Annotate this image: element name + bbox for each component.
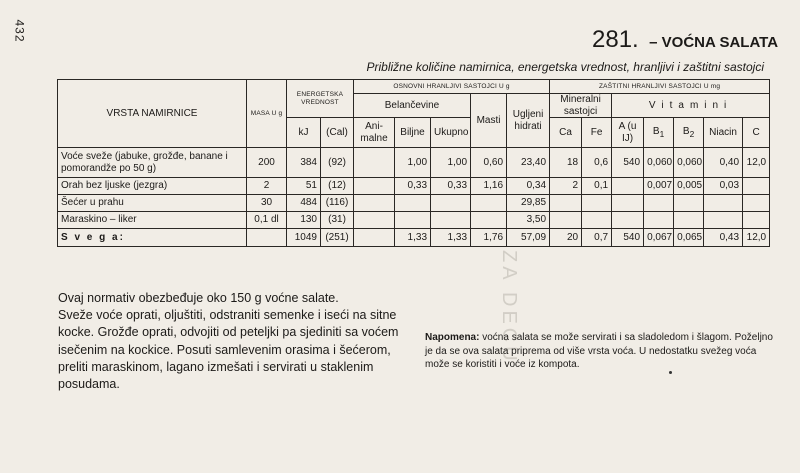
header-vitamin-a: A (u IJ) xyxy=(612,118,644,148)
cell-ugljeni: 57,09 xyxy=(507,229,550,247)
cell-b2: 0,060 xyxy=(674,148,704,178)
header-animalne: Ani- malne xyxy=(354,118,395,148)
cell-niacin xyxy=(704,195,743,212)
header-vitamini: Vitamini xyxy=(612,94,770,118)
header-osnovni: OSNOVNI HRANLJIVI SASTOJCI U g xyxy=(354,80,550,94)
cell-animalne xyxy=(354,195,395,212)
cell-kj: 1049 xyxy=(287,229,321,247)
cell-ugljeni: 0,34 xyxy=(507,178,550,195)
cell-niacin xyxy=(704,212,743,229)
cell-niacin: 0,03 xyxy=(704,178,743,195)
subtitle: Približne količine namirnica, energetska vrednost, hranljivi i zaštitni sastojci xyxy=(366,60,764,74)
cell-name: Voće sveže (jabuke, grožđe, banane i pomorandže po 50 g) xyxy=(58,148,247,178)
cell-masa xyxy=(247,229,287,247)
header-energetska: ENERGETSKA VREDNOST xyxy=(287,80,354,118)
cell-cal: (31) xyxy=(321,212,354,229)
header-cal: (Cal) xyxy=(321,118,354,148)
header-masti: Masti xyxy=(471,94,507,148)
preparation-text: Sveže voće oprati, oljuštiti, odstraniti semenke i iseći na sitne kocke. Grožđe oprati, odvojiti od peteljki pa sjediniti sa voćem isečenim na kockice. Posuti samlevenim orasima i šećerom, preliti maraskinom, lagano izmešati i servirati u staklenim posudama. xyxy=(58,308,399,392)
cell-animalne xyxy=(354,178,395,195)
cell-total-label: S v e g a: xyxy=(58,229,247,247)
cell-a xyxy=(612,212,644,229)
cell-ca: 18 xyxy=(550,148,582,178)
cell-ukupno: 0,33 xyxy=(431,178,471,195)
cell-ukupno: 1,33 xyxy=(431,229,471,247)
cell-b1: 0,060 xyxy=(644,148,674,178)
cell-ukupno xyxy=(431,195,471,212)
cell-c xyxy=(743,195,770,212)
cell-name: Maraskino – liker xyxy=(58,212,247,229)
yield-text: Ovaj normativ obezbeđuje oko 150 g voćne salate. xyxy=(58,291,339,305)
cell-masti xyxy=(471,195,507,212)
cell-b2 xyxy=(674,212,704,229)
header-niacin: Niacin xyxy=(704,118,743,148)
cell-c xyxy=(743,212,770,229)
cell-b1: 0,007 xyxy=(644,178,674,195)
cell-fe xyxy=(582,212,612,229)
cell-biljne xyxy=(395,212,431,229)
header-vitamin-c: C xyxy=(743,118,770,148)
page-number: 432 xyxy=(12,19,27,43)
cell-masti xyxy=(471,212,507,229)
cell-b1 xyxy=(644,195,674,212)
note-label: Napomena: xyxy=(425,332,480,343)
cell-kj: 130 xyxy=(287,212,321,229)
cell-c xyxy=(743,178,770,195)
cell-biljne: 1,00 xyxy=(395,148,431,178)
cell-fe xyxy=(582,195,612,212)
cell-fe: 0,6 xyxy=(582,148,612,178)
cell-masa: 0,1 dl xyxy=(247,212,287,229)
watermark-text: ZA DECU xyxy=(498,250,520,365)
cell-fe: 0,7 xyxy=(582,229,612,247)
cell-animalne xyxy=(354,212,395,229)
cell-masti: 0,60 xyxy=(471,148,507,178)
header-mineralni: Mineralni sastojci xyxy=(550,94,612,118)
header-zastitni: ZAŠTITNI HRANLJIVI SASTOJCI U mg xyxy=(550,80,770,94)
header-ca: Ca xyxy=(550,118,582,148)
cell-kj: 484 xyxy=(287,195,321,212)
ink-dot xyxy=(669,371,672,374)
cell-b1: 0,067 xyxy=(644,229,674,247)
header-vitamin-b1: $B_1$ xyxy=(644,118,674,148)
cell-name: Orah bez ljuske (jezgra) xyxy=(58,178,247,195)
cell-a xyxy=(612,195,644,212)
recipe-number: 281. xyxy=(592,26,639,53)
cell-ugljeni: 29,85 xyxy=(507,195,550,212)
total-row xyxy=(58,229,770,247)
cell-a: 540 xyxy=(612,148,644,178)
cell-ukupno xyxy=(431,212,471,229)
cell-cal: (12) xyxy=(321,178,354,195)
header-vitamin-b2: $B_2$ xyxy=(674,118,704,148)
header-fe: Fe xyxy=(582,118,612,148)
cell-animalne xyxy=(354,148,395,178)
cell-fe: 0,1 xyxy=(582,178,612,195)
cell-b2: 0,005 xyxy=(674,178,704,195)
cell-kj: 51 xyxy=(287,178,321,195)
cell-animalne xyxy=(354,229,395,247)
cell-masa: 30 xyxy=(247,195,287,212)
cell-biljne: 0,33 xyxy=(395,178,431,195)
cell-kj: 384 xyxy=(287,148,321,178)
header-ukupno: Ukupno xyxy=(431,118,471,148)
cell-c: 12,0 xyxy=(743,148,770,178)
cell-ca xyxy=(550,212,582,229)
cell-b2 xyxy=(674,195,704,212)
cell-a xyxy=(612,178,644,195)
header-masa: MASA U g xyxy=(247,80,287,148)
cell-cal: (251) xyxy=(321,229,354,247)
cell-ca: 2 xyxy=(550,178,582,195)
cell-a: 540 xyxy=(612,229,644,247)
header-vrsta: VRSTA NAMIRNICE xyxy=(58,80,247,148)
cell-ukupno: 1,00 xyxy=(431,148,471,178)
cell-b1 xyxy=(644,212,674,229)
header-biljne: Biljne xyxy=(395,118,431,148)
table-row xyxy=(58,212,770,229)
table-row xyxy=(58,148,770,178)
header-belancevine: Belančevine xyxy=(354,94,471,118)
cell-masa: 200 xyxy=(247,148,287,178)
recipe-title xyxy=(592,26,778,54)
cell-niacin: 0,43 xyxy=(704,229,743,247)
cell-biljne: 1,33 xyxy=(395,229,431,247)
header-ugljeni: Ugljeni hidrati xyxy=(507,94,550,148)
cell-biljne xyxy=(395,195,431,212)
recipe-instructions xyxy=(58,290,413,393)
cell-masti: 1,16 xyxy=(471,178,507,195)
cell-masa: 2 xyxy=(247,178,287,195)
cell-ca xyxy=(550,195,582,212)
cell-ugljeni: 3,50 xyxy=(507,212,550,229)
recipe-name: – VOĆNA SALATA xyxy=(649,34,779,51)
header-kj: kJ xyxy=(287,118,321,148)
cell-niacin: 0,40 xyxy=(704,148,743,178)
cell-cal: (116) xyxy=(321,195,354,212)
cell-b2: 0,065 xyxy=(674,229,704,247)
cell-ca: 20 xyxy=(550,229,582,247)
cell-name: Šećer u prahu xyxy=(58,195,247,212)
nutrition-table xyxy=(57,79,770,247)
note xyxy=(425,331,775,372)
cell-masti: 1,76 xyxy=(471,229,507,247)
cell-c: 12,0 xyxy=(743,229,770,247)
cell-ugljeni: 23,40 xyxy=(507,148,550,178)
table-row xyxy=(58,178,770,195)
table-row xyxy=(58,195,770,212)
cell-cal: (92) xyxy=(321,148,354,178)
note-text: voćna salata se može servirati i sa sladoledom i šlagom. Poželjno je da se ova salata priprema od više vrsta voća. U nedostatku svežeg voća može se koristiti i voće iz kompota. xyxy=(425,332,773,370)
